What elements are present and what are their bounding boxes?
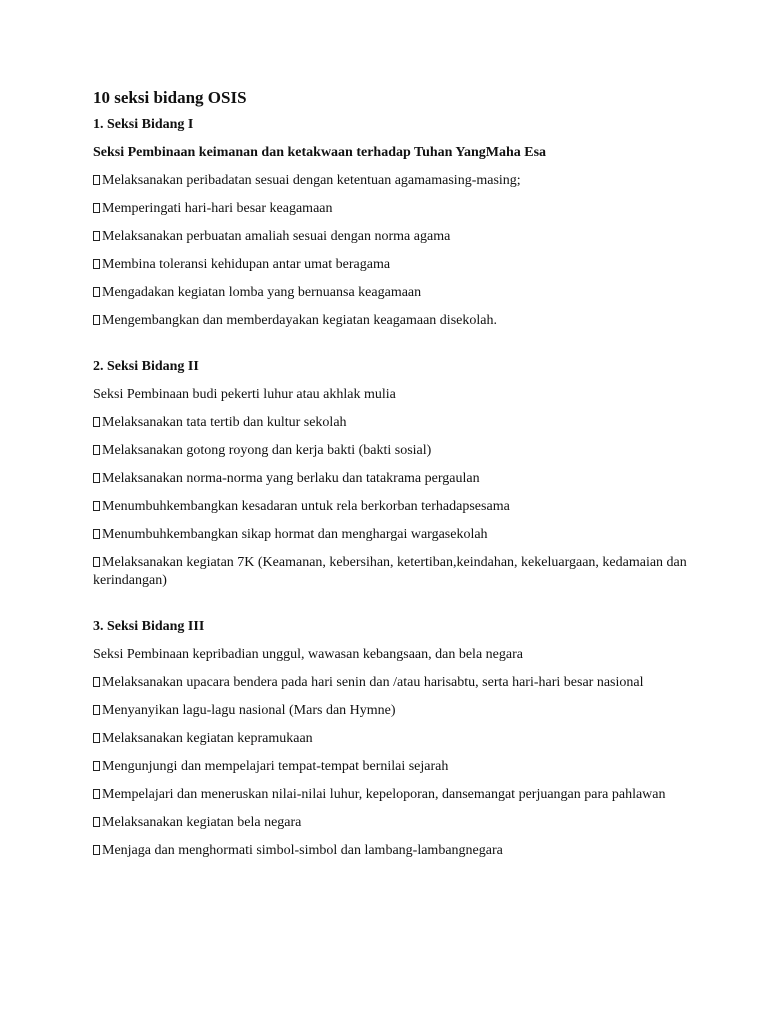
- list-item: [93, 554, 693, 590]
- missing-glyph-box-icon: [93, 445, 100, 455]
- list-item: [93, 702, 693, 720]
- list-item: [93, 526, 693, 544]
- list-item-text: Melaksanakan perbuatan amaliah sesuai dengan norma agama: [102, 229, 451, 244]
- list-item: [93, 442, 693, 460]
- list-item-text: Melaksanakan upacara bendera pada hari senin dan /atau harisabtu, serta hari-hari besar nasional: [102, 675, 644, 690]
- section-subtitle: Seksi Pembinaan keimanan dan ketakwaan terhadap Tuhan YangMaha Esa: [93, 145, 547, 160]
- missing-glyph-box-icon: [93, 557, 100, 567]
- list-item: [93, 498, 693, 516]
- list-item-text: Melaksanakan kegiatan kepramukaan: [102, 731, 313, 746]
- missing-glyph-box-icon: [93, 733, 100, 743]
- list-item-text: Mempelajari dan meneruskan nilai-nilai luhur, kepeloporan, dansemangat perjuangan para pahlawan: [102, 787, 666, 802]
- section-subtitle: Seksi Pembinaan kepribadian unggul, wawasan kebangsaan, dan bela negara: [93, 647, 523, 662]
- missing-glyph-box-icon: [93, 501, 100, 511]
- list-item-text: Menumbuhkembangkan sikap hormat dan menghargai wargasekolah: [102, 527, 488, 542]
- section-2: [93, 358, 693, 590]
- list-item: [93, 758, 693, 776]
- list-item: [93, 256, 693, 274]
- list-item: [93, 312, 693, 330]
- list-item: [93, 730, 693, 748]
- list-item-text: Melaksanakan gotong royong dan kerja bakti (bakti sosial): [102, 443, 432, 458]
- list-item: [93, 284, 693, 302]
- missing-glyph-box-icon: [93, 761, 100, 771]
- list-item-text: Menumbuhkembangkan kesadaran untuk rela berkorban terhadapsesama: [102, 499, 510, 514]
- missing-glyph-box-icon: [93, 845, 100, 855]
- missing-glyph-box-icon: [93, 203, 100, 213]
- list-item-text: Memperingati hari-hari besar keagamaan: [102, 201, 333, 216]
- missing-glyph-box-icon: [93, 175, 100, 185]
- section-heading: 1. Seksi Bidang I: [93, 117, 194, 132]
- list-item-text: Mengadakan kegiatan lomba yang bernuansa keagamaan: [102, 285, 422, 300]
- list-item: [93, 200, 693, 218]
- list-item-text: Melaksanakan kegiatan 7K (Keamanan, kebersihan, ketertiban,keindahan, kekeluargaan, kedamaian dan kerindangan): [93, 555, 687, 588]
- missing-glyph-box-icon: [93, 677, 100, 687]
- list-item-text: Melaksanakan norma-norma yang berlaku dan tatakrama pergaulan: [102, 471, 480, 486]
- list-item-text: Membina toleransi kehidupan antar umat beragama: [102, 257, 391, 272]
- document-title: 10 seksi bidang OSIS: [93, 88, 247, 107]
- list-item: [93, 414, 693, 432]
- missing-glyph-box-icon: [93, 231, 100, 241]
- missing-glyph-box-icon: [93, 287, 100, 297]
- list-item: [93, 470, 693, 488]
- missing-glyph-box-icon: [93, 417, 100, 427]
- list-item-text: Melaksanakan peribadatan sesuai dengan ketentuan agamamasing-masing;: [102, 173, 521, 188]
- section-1: [93, 116, 693, 330]
- list-item-text: Menyanyikan lagu-lagu nasional (Mars dan Hymne): [102, 703, 396, 718]
- list-item: [93, 228, 693, 246]
- missing-glyph-box-icon: [93, 817, 100, 827]
- document-body: [93, 88, 693, 870]
- missing-glyph-box-icon: [93, 315, 100, 325]
- list-item: [93, 842, 693, 860]
- list-item: [93, 674, 693, 692]
- list-item: [93, 172, 693, 190]
- missing-glyph-box-icon: [93, 705, 100, 715]
- list-item-text: Melaksanakan tata tertib dan kultur sekolah: [102, 415, 347, 430]
- missing-glyph-box-icon: [93, 473, 100, 483]
- section-subtitle: Seksi Pembinaan budi pekerti luhur atau akhlak mulia: [93, 387, 396, 402]
- missing-glyph-box-icon: [93, 529, 100, 539]
- list-item: [93, 814, 693, 832]
- list-item-text: Mengunjungi dan mempelajari tempat-tempat bernilai sejarah: [102, 759, 449, 774]
- section-3: [93, 618, 693, 860]
- section-heading: 2. Seksi Bidang II: [93, 359, 199, 374]
- missing-glyph-box-icon: [93, 789, 100, 799]
- missing-glyph-box-icon: [93, 259, 100, 269]
- list-item-text: Menjaga dan menghormati simbol-simbol dan lambang-lambangnegara: [102, 843, 503, 858]
- list-item-text: Mengembangkan dan memberdayakan kegiatan keagamaan disekolah.: [102, 313, 497, 328]
- section-list: [93, 116, 693, 860]
- list-item-text: Melaksanakan kegiatan bela negara: [102, 815, 302, 830]
- list-item: [93, 786, 693, 804]
- section-heading: 3. Seksi Bidang III: [93, 619, 205, 634]
